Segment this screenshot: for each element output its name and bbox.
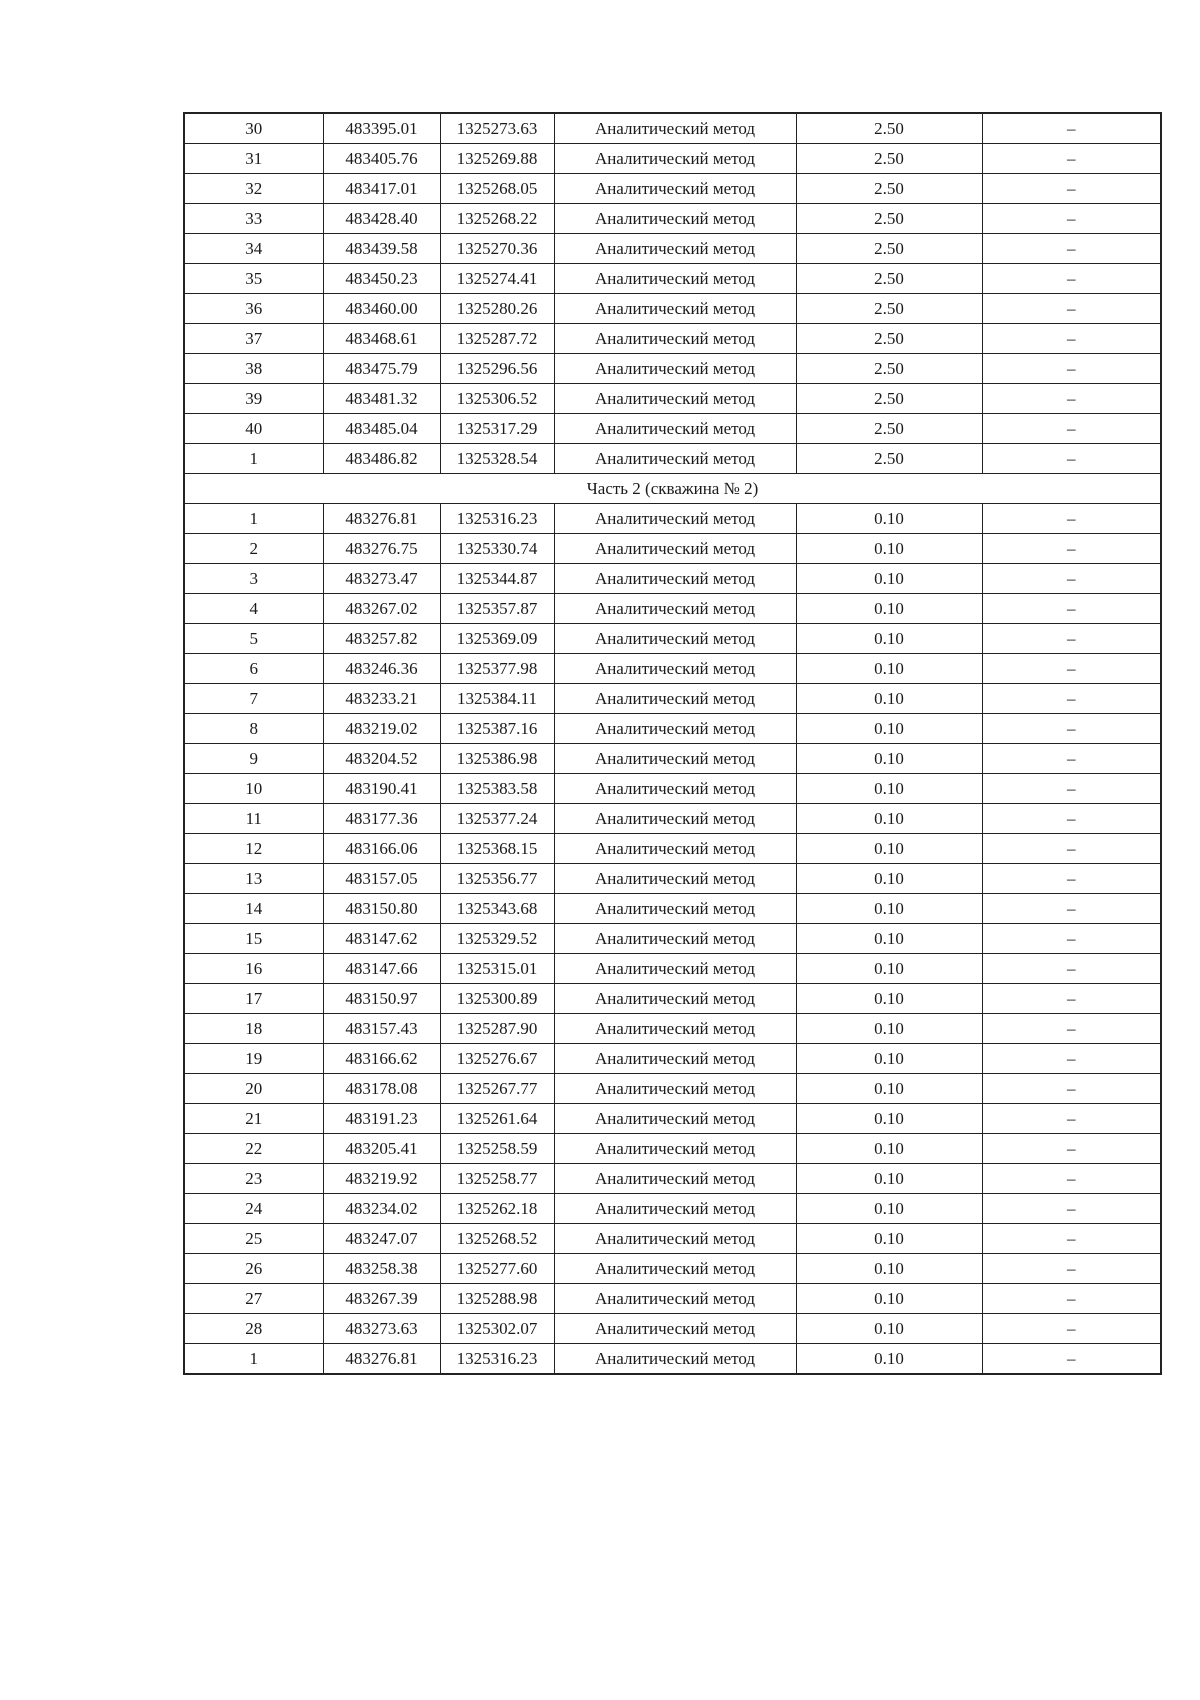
- table-row: [184, 534, 1161, 564]
- x-coordinate-cell: 483460.00: [323, 294, 440, 324]
- y-coordinate-cell: 1325269.88: [440, 144, 554, 174]
- note-cell: –: [982, 294, 1161, 324]
- table-row: [184, 804, 1161, 834]
- point-number-cell: 35: [184, 264, 323, 294]
- note-cell: –: [982, 504, 1161, 534]
- table-row: [184, 1314, 1161, 1344]
- note-cell: –: [982, 1194, 1161, 1224]
- table-row: [184, 324, 1161, 354]
- point-number-cell: 7: [184, 684, 323, 714]
- note-cell: –: [982, 354, 1161, 384]
- x-coordinate-cell: 483233.21: [323, 684, 440, 714]
- method-cell: Аналитический метод: [554, 174, 796, 204]
- y-coordinate-cell: 1325280.26: [440, 294, 554, 324]
- note-cell: –: [982, 534, 1161, 564]
- x-coordinate-cell: 483177.36: [323, 804, 440, 834]
- point-number-cell: 39: [184, 384, 323, 414]
- x-coordinate-cell: 483178.08: [323, 1074, 440, 1104]
- note-cell: –: [982, 1344, 1161, 1375]
- table-row: [184, 654, 1161, 684]
- note-cell: –: [982, 174, 1161, 204]
- note-cell: –: [982, 774, 1161, 804]
- coordinates-table: [183, 112, 1162, 1375]
- y-coordinate-cell: 1325267.77: [440, 1074, 554, 1104]
- point-number-cell: 8: [184, 714, 323, 744]
- y-coordinate-cell: 1325302.07: [440, 1314, 554, 1344]
- method-cell: Аналитический метод: [554, 504, 796, 534]
- method-cell: Аналитический метод: [554, 1044, 796, 1074]
- method-cell: Аналитический метод: [554, 1254, 796, 1284]
- method-cell: Аналитический метод: [554, 594, 796, 624]
- accuracy-cell: 2.50: [796, 324, 982, 354]
- note-cell: –: [982, 1254, 1161, 1284]
- accuracy-cell: 0.10: [796, 1164, 982, 1194]
- accuracy-cell: 0.10: [796, 774, 982, 804]
- point-number-cell: 31: [184, 144, 323, 174]
- note-cell: –: [982, 834, 1161, 864]
- accuracy-cell: 2.50: [796, 234, 982, 264]
- x-coordinate-cell: 483205.41: [323, 1134, 440, 1164]
- method-cell: Аналитический метод: [554, 624, 796, 654]
- x-coordinate-cell: 483150.80: [323, 894, 440, 924]
- table-row: [184, 894, 1161, 924]
- x-coordinate-cell: 483219.92: [323, 1164, 440, 1194]
- note-cell: –: [982, 1314, 1161, 1344]
- table-row: [184, 264, 1161, 294]
- method-cell: Аналитический метод: [554, 414, 796, 444]
- point-number-cell: 15: [184, 924, 323, 954]
- method-cell: Аналитический метод: [554, 744, 796, 774]
- x-coordinate-cell: 483166.62: [323, 1044, 440, 1074]
- point-number-cell: 38: [184, 354, 323, 384]
- note-cell: –: [982, 804, 1161, 834]
- note-cell: –: [982, 894, 1161, 924]
- note-cell: –: [982, 744, 1161, 774]
- table-row: [184, 1134, 1161, 1164]
- note-cell: –: [982, 1074, 1161, 1104]
- table-row: [184, 1344, 1161, 1375]
- accuracy-cell: 0.10: [796, 1014, 982, 1044]
- table-row: [184, 1044, 1161, 1074]
- y-coordinate-cell: 1325369.09: [440, 624, 554, 654]
- y-coordinate-cell: 1325288.98: [440, 1284, 554, 1314]
- accuracy-cell: 2.50: [796, 384, 982, 414]
- method-cell: Аналитический метод: [554, 1164, 796, 1194]
- table-row: [184, 714, 1161, 744]
- accuracy-cell: 0.10: [796, 624, 982, 654]
- note-cell: –: [982, 113, 1161, 144]
- accuracy-cell: 0.10: [796, 1284, 982, 1314]
- table-row: [184, 594, 1161, 624]
- x-coordinate-cell: 483439.58: [323, 234, 440, 264]
- table-row: [184, 954, 1161, 984]
- accuracy-cell: 0.10: [796, 534, 982, 564]
- table-row: [184, 1014, 1161, 1044]
- note-cell: –: [982, 1104, 1161, 1134]
- y-coordinate-cell: 1325273.63: [440, 113, 554, 144]
- accuracy-cell: 2.50: [796, 294, 982, 324]
- note-cell: –: [982, 564, 1161, 594]
- y-coordinate-cell: 1325268.22: [440, 204, 554, 234]
- y-coordinate-cell: 1325330.74: [440, 534, 554, 564]
- accuracy-cell: 0.10: [796, 924, 982, 954]
- accuracy-cell: 0.10: [796, 1074, 982, 1104]
- accuracy-cell: 0.10: [796, 1224, 982, 1254]
- y-coordinate-cell: 1325384.11: [440, 684, 554, 714]
- method-cell: Аналитический метод: [554, 1194, 796, 1224]
- note-cell: –: [982, 1014, 1161, 1044]
- method-cell: Аналитический метод: [554, 1224, 796, 1254]
- accuracy-cell: 0.10: [796, 714, 982, 744]
- note-cell: –: [982, 414, 1161, 444]
- point-number-cell: 12: [184, 834, 323, 864]
- table-row: [184, 624, 1161, 654]
- y-coordinate-cell: 1325287.90: [440, 1014, 554, 1044]
- point-number-cell: 16: [184, 954, 323, 984]
- accuracy-cell: 2.50: [796, 444, 982, 474]
- method-cell: Аналитический метод: [554, 444, 796, 474]
- method-cell: Аналитический метод: [554, 834, 796, 864]
- note-cell: –: [982, 264, 1161, 294]
- point-number-cell: 32: [184, 174, 323, 204]
- y-coordinate-cell: 1325329.52: [440, 924, 554, 954]
- method-cell: Аналитический метод: [554, 204, 796, 234]
- table-row: [184, 744, 1161, 774]
- point-number-cell: 24: [184, 1194, 323, 1224]
- y-coordinate-cell: 1325306.52: [440, 384, 554, 414]
- note-cell: –: [982, 594, 1161, 624]
- section-heading-row: [184, 474, 1161, 504]
- y-coordinate-cell: 1325276.67: [440, 1044, 554, 1074]
- point-number-cell: 23: [184, 1164, 323, 1194]
- accuracy-cell: 0.10: [796, 1194, 982, 1224]
- y-coordinate-cell: 1325287.72: [440, 324, 554, 354]
- method-cell: Аналитический метод: [554, 234, 796, 264]
- point-number-cell: 6: [184, 654, 323, 684]
- method-cell: Аналитический метод: [554, 564, 796, 594]
- x-coordinate-cell: 483267.39: [323, 1284, 440, 1314]
- y-coordinate-cell: 1325315.01: [440, 954, 554, 984]
- method-cell: Аналитический метод: [554, 654, 796, 684]
- point-number-cell: 19: [184, 1044, 323, 1074]
- table-row: [184, 504, 1161, 534]
- table-row: [184, 1164, 1161, 1194]
- point-number-cell: 11: [184, 804, 323, 834]
- point-number-cell: 1: [184, 444, 323, 474]
- method-cell: Аналитический метод: [554, 1134, 796, 1164]
- section-heading: Часть 2 (скважина № 2): [184, 474, 1161, 504]
- table-row: [184, 684, 1161, 714]
- note-cell: –: [982, 1134, 1161, 1164]
- note-cell: –: [982, 714, 1161, 744]
- x-coordinate-cell: 483276.81: [323, 1344, 440, 1375]
- x-coordinate-cell: 483428.40: [323, 204, 440, 234]
- point-number-cell: 3: [184, 564, 323, 594]
- table-row: [184, 1284, 1161, 1314]
- table-row: [184, 864, 1161, 894]
- point-number-cell: 20: [184, 1074, 323, 1104]
- note-cell: –: [982, 864, 1161, 894]
- y-coordinate-cell: 1325317.29: [440, 414, 554, 444]
- point-number-cell: 4: [184, 594, 323, 624]
- method-cell: Аналитический метод: [554, 804, 796, 834]
- accuracy-cell: 0.10: [796, 684, 982, 714]
- accuracy-cell: 2.50: [796, 264, 982, 294]
- x-coordinate-cell: 483485.04: [323, 414, 440, 444]
- method-cell: Аналитический метод: [554, 534, 796, 564]
- accuracy-cell: 0.10: [796, 594, 982, 624]
- x-coordinate-cell: 483246.36: [323, 654, 440, 684]
- note-cell: –: [982, 444, 1161, 474]
- note-cell: –: [982, 684, 1161, 714]
- table-row: [184, 1254, 1161, 1284]
- x-coordinate-cell: 483257.82: [323, 624, 440, 654]
- point-number-cell: 9: [184, 744, 323, 774]
- table-row: [184, 924, 1161, 954]
- y-coordinate-cell: 1325274.41: [440, 264, 554, 294]
- x-coordinate-cell: 483395.01: [323, 113, 440, 144]
- note-cell: –: [982, 234, 1161, 264]
- x-coordinate-cell: 483276.81: [323, 504, 440, 534]
- note-cell: –: [982, 1224, 1161, 1254]
- note-cell: –: [982, 654, 1161, 684]
- point-number-cell: 22: [184, 1134, 323, 1164]
- accuracy-cell: 0.10: [796, 744, 982, 774]
- note-cell: –: [982, 144, 1161, 174]
- accuracy-cell: 0.10: [796, 954, 982, 984]
- point-number-cell: 25: [184, 1224, 323, 1254]
- y-coordinate-cell: 1325387.16: [440, 714, 554, 744]
- x-coordinate-cell: 483147.66: [323, 954, 440, 984]
- accuracy-cell: 0.10: [796, 1314, 982, 1344]
- x-coordinate-cell: 483204.52: [323, 744, 440, 774]
- table-row: [184, 1224, 1161, 1254]
- x-coordinate-cell: 483147.62: [323, 924, 440, 954]
- point-number-cell: 21: [184, 1104, 323, 1134]
- accuracy-cell: 0.10: [796, 864, 982, 894]
- table-row: [184, 834, 1161, 864]
- x-coordinate-cell: 483273.47: [323, 564, 440, 594]
- note-cell: –: [982, 1284, 1161, 1314]
- table-row: [184, 144, 1161, 174]
- y-coordinate-cell: 1325268.52: [440, 1224, 554, 1254]
- point-number-cell: 36: [184, 294, 323, 324]
- note-cell: –: [982, 624, 1161, 654]
- y-coordinate-cell: 1325262.18: [440, 1194, 554, 1224]
- accuracy-cell: 0.10: [796, 894, 982, 924]
- y-coordinate-cell: 1325377.98: [440, 654, 554, 684]
- y-coordinate-cell: 1325270.36: [440, 234, 554, 264]
- coordinates-table-body: [184, 113, 1161, 1374]
- y-coordinate-cell: 1325356.77: [440, 864, 554, 894]
- x-coordinate-cell: 483273.63: [323, 1314, 440, 1344]
- point-number-cell: 28: [184, 1314, 323, 1344]
- x-coordinate-cell: 483157.43: [323, 1014, 440, 1044]
- method-cell: Аналитический метод: [554, 894, 796, 924]
- method-cell: Аналитический метод: [554, 984, 796, 1014]
- point-number-cell: 27: [184, 1284, 323, 1314]
- x-coordinate-cell: 483475.79: [323, 354, 440, 384]
- note-cell: –: [982, 324, 1161, 354]
- x-coordinate-cell: 483481.32: [323, 384, 440, 414]
- accuracy-cell: 2.50: [796, 354, 982, 384]
- accuracy-cell: 0.10: [796, 564, 982, 594]
- table-row: [184, 414, 1161, 444]
- y-coordinate-cell: 1325343.68: [440, 894, 554, 924]
- y-coordinate-cell: 1325261.64: [440, 1104, 554, 1134]
- x-coordinate-cell: 483166.06: [323, 834, 440, 864]
- point-number-cell: 5: [184, 624, 323, 654]
- x-coordinate-cell: 483150.97: [323, 984, 440, 1014]
- table-row: [184, 1104, 1161, 1134]
- method-cell: Аналитический метод: [554, 1314, 796, 1344]
- point-number-cell: 37: [184, 324, 323, 354]
- point-number-cell: 1: [184, 1344, 323, 1375]
- method-cell: Аналитический метод: [554, 1284, 796, 1314]
- note-cell: –: [982, 954, 1161, 984]
- table-row: [184, 1074, 1161, 1104]
- accuracy-cell: 0.10: [796, 654, 982, 684]
- method-cell: Аналитический метод: [554, 684, 796, 714]
- x-coordinate-cell: 483191.23: [323, 1104, 440, 1134]
- y-coordinate-cell: 1325258.77: [440, 1164, 554, 1194]
- y-coordinate-cell: 1325316.23: [440, 504, 554, 534]
- accuracy-cell: 0.10: [796, 1134, 982, 1164]
- x-coordinate-cell: 483267.02: [323, 594, 440, 624]
- y-coordinate-cell: 1325386.98: [440, 744, 554, 774]
- point-number-cell: 40: [184, 414, 323, 444]
- method-cell: Аналитический метод: [554, 714, 796, 744]
- table-row: [184, 113, 1161, 144]
- table-row: [184, 294, 1161, 324]
- table-row: [184, 384, 1161, 414]
- x-coordinate-cell: 483276.75: [323, 534, 440, 564]
- accuracy-cell: 0.10: [796, 1254, 982, 1284]
- point-number-cell: 30: [184, 113, 323, 144]
- x-coordinate-cell: 483450.23: [323, 264, 440, 294]
- accuracy-cell: 0.10: [796, 1044, 982, 1074]
- table-row: [184, 174, 1161, 204]
- x-coordinate-cell: 483486.82: [323, 444, 440, 474]
- y-coordinate-cell: 1325296.56: [440, 354, 554, 384]
- method-cell: Аналитический метод: [554, 864, 796, 894]
- accuracy-cell: 0.10: [796, 984, 982, 1014]
- x-coordinate-cell: 483405.76: [323, 144, 440, 174]
- note-cell: –: [982, 984, 1161, 1014]
- method-cell: Аналитический метод: [554, 324, 796, 354]
- point-number-cell: 26: [184, 1254, 323, 1284]
- point-number-cell: 14: [184, 894, 323, 924]
- x-coordinate-cell: 483258.38: [323, 1254, 440, 1284]
- method-cell: Аналитический метод: [554, 144, 796, 174]
- y-coordinate-cell: 1325277.60: [440, 1254, 554, 1284]
- point-number-cell: 33: [184, 204, 323, 234]
- x-coordinate-cell: 483468.61: [323, 324, 440, 354]
- x-coordinate-cell: 483157.05: [323, 864, 440, 894]
- accuracy-cell: 2.50: [796, 174, 982, 204]
- table-row: [184, 444, 1161, 474]
- x-coordinate-cell: 483219.02: [323, 714, 440, 744]
- y-coordinate-cell: 1325258.59: [440, 1134, 554, 1164]
- point-number-cell: 13: [184, 864, 323, 894]
- table-row: [184, 774, 1161, 804]
- point-number-cell: 1: [184, 504, 323, 534]
- accuracy-cell: 0.10: [796, 504, 982, 534]
- method-cell: Аналитический метод: [554, 354, 796, 384]
- accuracy-cell: 2.50: [796, 113, 982, 144]
- note-cell: –: [982, 1044, 1161, 1074]
- point-number-cell: 34: [184, 234, 323, 264]
- x-coordinate-cell: 483190.41: [323, 774, 440, 804]
- method-cell: Аналитический метод: [554, 384, 796, 414]
- note-cell: –: [982, 924, 1161, 954]
- y-coordinate-cell: 1325357.87: [440, 594, 554, 624]
- method-cell: Аналитический метод: [554, 294, 796, 324]
- point-number-cell: 18: [184, 1014, 323, 1044]
- y-coordinate-cell: 1325344.87: [440, 564, 554, 594]
- accuracy-cell: 2.50: [796, 144, 982, 174]
- table-row: [184, 984, 1161, 1014]
- method-cell: Аналитический метод: [554, 1074, 796, 1104]
- accuracy-cell: 0.10: [796, 1104, 982, 1134]
- x-coordinate-cell: 483234.02: [323, 1194, 440, 1224]
- point-number-cell: 17: [184, 984, 323, 1014]
- method-cell: Аналитический метод: [554, 1344, 796, 1375]
- method-cell: Аналитический метод: [554, 924, 796, 954]
- y-coordinate-cell: 1325268.05: [440, 174, 554, 204]
- method-cell: Аналитический метод: [554, 774, 796, 804]
- method-cell: Аналитический метод: [554, 1104, 796, 1134]
- y-coordinate-cell: 1325316.23: [440, 1344, 554, 1375]
- table-row: [184, 1194, 1161, 1224]
- note-cell: –: [982, 204, 1161, 234]
- table-row: [184, 234, 1161, 264]
- note-cell: –: [982, 1164, 1161, 1194]
- accuracy-cell: 0.10: [796, 804, 982, 834]
- accuracy-cell: 2.50: [796, 204, 982, 234]
- y-coordinate-cell: 1325368.15: [440, 834, 554, 864]
- accuracy-cell: 2.50: [796, 414, 982, 444]
- x-coordinate-cell: 483247.07: [323, 1224, 440, 1254]
- x-coordinate-cell: 483417.01: [323, 174, 440, 204]
- accuracy-cell: 0.10: [796, 1344, 982, 1375]
- method-cell: Аналитический метод: [554, 1014, 796, 1044]
- y-coordinate-cell: 1325328.54: [440, 444, 554, 474]
- y-coordinate-cell: 1325377.24: [440, 804, 554, 834]
- y-coordinate-cell: 1325383.58: [440, 774, 554, 804]
- y-coordinate-cell: 1325300.89: [440, 984, 554, 1014]
- table-row: [184, 354, 1161, 384]
- accuracy-cell: 0.10: [796, 834, 982, 864]
- table-row: [184, 204, 1161, 234]
- point-number-cell: 10: [184, 774, 323, 804]
- method-cell: Аналитический метод: [554, 113, 796, 144]
- method-cell: Аналитический метод: [554, 954, 796, 984]
- point-number-cell: 2: [184, 534, 323, 564]
- method-cell: Аналитический метод: [554, 264, 796, 294]
- table-row: [184, 564, 1161, 594]
- note-cell: –: [982, 384, 1161, 414]
